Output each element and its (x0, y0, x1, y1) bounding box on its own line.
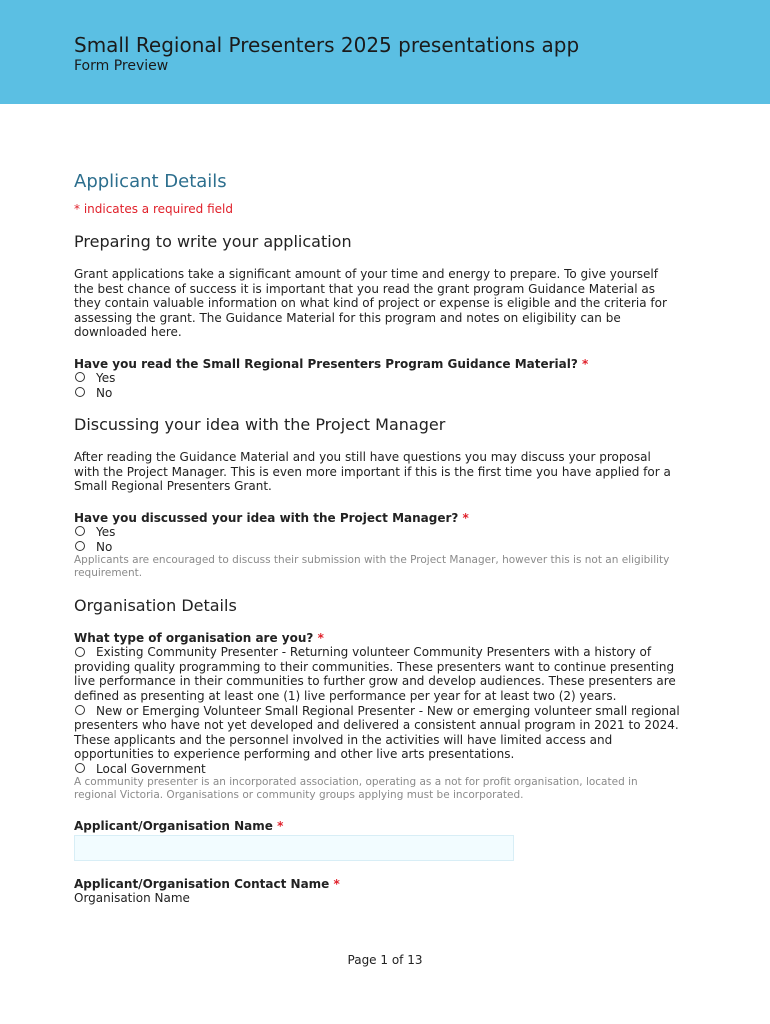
question-label: Have you discussed your idea with the Project Manager? (74, 510, 459, 525)
label-contact-name (74, 877, 680, 891)
form-header (0, 0, 770, 104)
label-org-name (74, 819, 680, 833)
question-discussed (74, 511, 680, 525)
radio-button[interactable] (75, 647, 85, 657)
discuss-body: After reading the Guidance Material and you still have questions you may discuss your proposal with the Project Manager. This is even more important if this is the first time you have applied for a Small Regional Presenters Grant. (74, 450, 671, 494)
required-star: * (317, 631, 324, 646)
radio-button[interactable] (75, 705, 85, 715)
section-title: Applicant Details (74, 171, 227, 192)
radio-option-local-government[interactable] (74, 762, 680, 777)
required-star: * (333, 877, 340, 892)
radio-option-no[interactable] (74, 540, 680, 555)
field-label: Applicant/Organisation Contact Name (74, 877, 330, 892)
option-label: Yes (96, 370, 116, 385)
app-subtitle: Form Preview (74, 58, 169, 74)
org-heading: Organisation Details (74, 596, 237, 616)
option-label: No (96, 385, 113, 400)
required-star: * (462, 510, 469, 525)
org-help-text: A community presenter is an incorporated association, operating as a not for profit organisation, located in regional Victoria. Organisations or community groups applying must be incorporated. (74, 776, 638, 802)
page-number: Page 1 of 13 (347, 953, 423, 967)
option-label: No (96, 539, 113, 554)
question-label: What type of organisation are you? (74, 631, 314, 646)
radio-button[interactable] (75, 387, 85, 397)
radio-option-yes[interactable] (74, 525, 680, 540)
required-star: * (582, 356, 589, 371)
form-content (74, 171, 680, 906)
question-label: Have you read the Small Regional Presenters Program Guidance Material? (74, 356, 578, 371)
question-org-type (74, 631, 680, 645)
radio-button[interactable] (75, 526, 85, 536)
radio-button[interactable] (75, 541, 85, 551)
radio-option-existing-presenter[interactable] (74, 645, 680, 703)
required-field-note: * indicates a required field (74, 202, 233, 216)
discuss-help-text: Applicants are encouraged to discuss their submission with the Project Manager, however this is not an eligibility requirement. (74, 554, 670, 580)
prep-body: Grant applications take a significant amount of your time and energy to prepare. To give yourself the best chance of success it is important that you read the grant program Guidance Material as they contain valuable information on what kind of project or expense is eligible and the criteria for assessing the grant. The Guidance Material for this program and notes on eligibility can be downloaded here. (74, 267, 667, 340)
radio-option-no[interactable] (74, 386, 680, 401)
radio-button[interactable] (75, 372, 85, 382)
option-label: Existing Community Presenter - Returning volunteer Community Presenters with a history of providing quality programming to their communities. These presenters want to continue presenting live performance in their communities to further grow and develop audiences. These presenters are defined as presenting at least one (1) live performance per year for at least two (2) years. (74, 645, 676, 703)
radio-option-yes[interactable] (74, 371, 680, 386)
field-label: Applicant/Organisation Name (74, 819, 273, 834)
required-star: * (277, 819, 284, 834)
option-label: New or Emerging Volunteer Small Regional Presenter - New or emerging volunteer small regional presenters who have not yet developed and delivered a consistent annual program in 2021 to 2024. These applicants and the personnel involved in the activities will have limited access and opportunities to experience performing and other live arts presentations. (74, 703, 680, 762)
prep-heading: Preparing to write your application (74, 232, 352, 251)
radio-option-new-presenter[interactable] (74, 704, 680, 762)
org-name-input[interactable] (74, 835, 514, 861)
question-guidance-read (74, 357, 680, 371)
option-label: Local Government (96, 761, 206, 776)
discuss-heading: Discussing your idea with the Project Manager (74, 415, 446, 435)
option-label: Yes (96, 524, 116, 539)
radio-button[interactable] (75, 763, 85, 773)
app-title: Small Regional Presenters 2025 presentations app (74, 33, 580, 57)
contact-sub-label: Organisation Name (74, 891, 190, 906)
